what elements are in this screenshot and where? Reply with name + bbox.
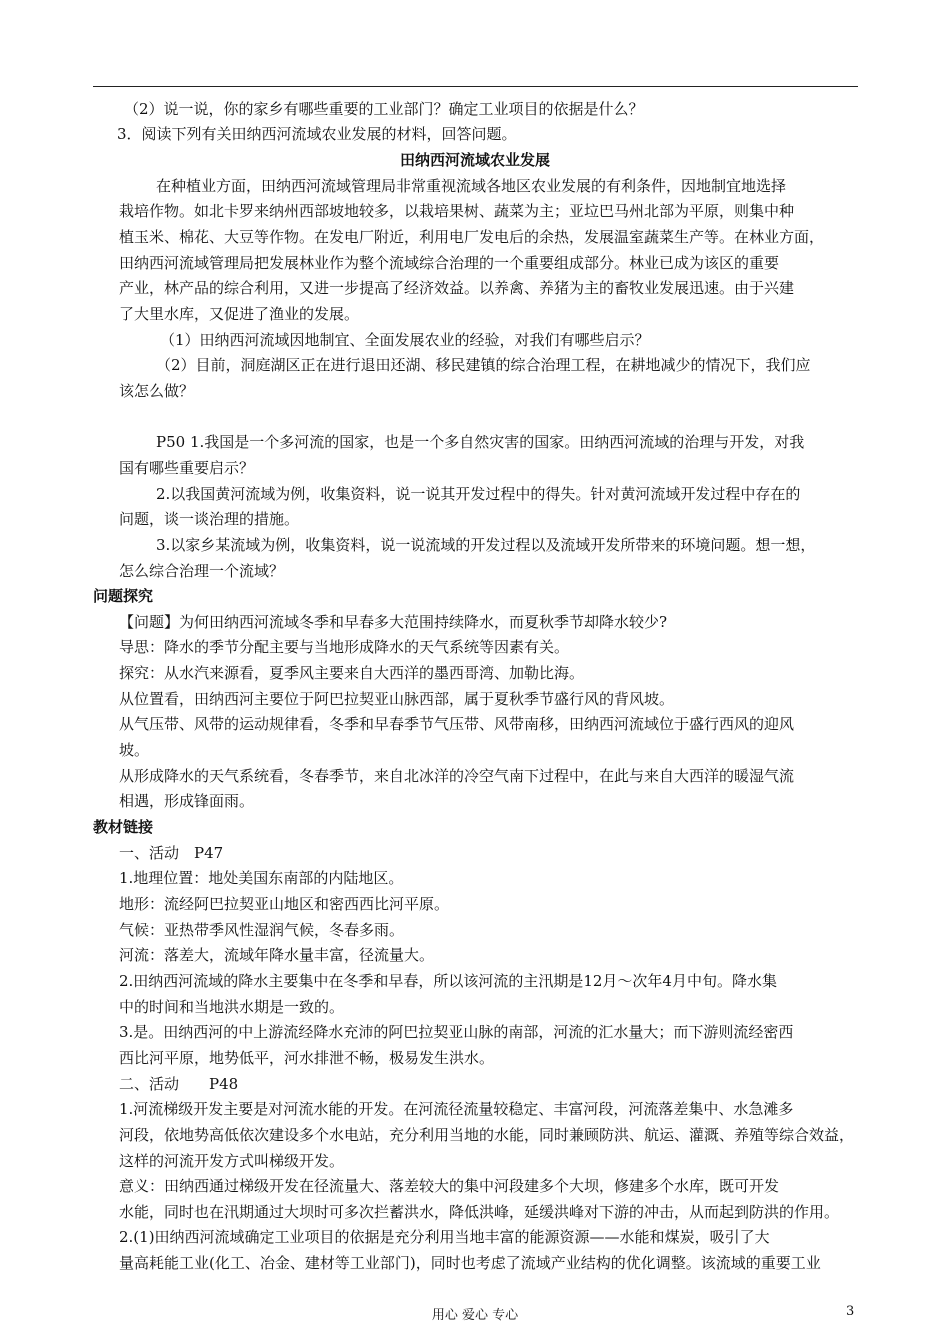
- exercise-line: 怎么综合治理一个流域？: [119, 562, 285, 580]
- body-line: 河流：落差大，流域年降水量丰富，径流量大。: [119, 946, 435, 964]
- body-line: 从位置看，田纳西河主要位于阿巴拉契亚山脉西部，属于夏秋季节盛行风的背风坡。: [119, 690, 675, 708]
- material-title: 田纳西河流域农业发展: [399, 151, 550, 169]
- question-line: 该怎么做？: [119, 382, 195, 400]
- body-line: 2.(1)田纳西河流域确定工业项目的依据是充分利用当地丰富的能源资源——水能和煤炭，吸引了大: [119, 1228, 770, 1246]
- page-number: 3: [846, 1304, 855, 1319]
- paragraph-line: 田纳西河流域管理局把发展林业作为整个流域综合治理的一个重要组成部分。林业已成为该区的重要: [119, 254, 780, 272]
- paragraph-line: 在种植业方面，田纳西河流域管理局非常重视流域各地区农业发展的有利条件，因地制宜地选择: [156, 177, 787, 195]
- body-line: 河段，依地势高低依次建设多个水电站，充分利用当地的水能，同时兼顾防洪、航运、灌溉、养殖等综合效益，: [119, 1126, 855, 1144]
- paragraph-line: 了大里水库，又促进了渔业的发展。: [119, 305, 360, 323]
- body-line: 2.田纳西河流域的降水主要集中在冬季和早春，所以该河流的主汛期是12月～次年4月中旬。降水集: [119, 972, 777, 990]
- body-line: 地形：流经阿巴拉契亚山地区和密西西比河平原。: [119, 895, 450, 913]
- header-rule: [93, 86, 858, 87]
- body-line: 1.河流梯级开发主要是对河流水能的开发。在河流径流量较稳定、丰富河段，河流落差集中、水急滩多: [119, 1100, 794, 1118]
- exercise-line: 3.以家乡某流域为例，收集资料，说一说流域的开发过程以及流域开发所带来的环境问题。想一想，: [156, 536, 816, 554]
- question-line: （2）说一说，你的家乡有哪些重要的工业部门？确定工业项目的依据是什么？: [124, 100, 644, 118]
- section-heading: 教材链接: [93, 818, 154, 836]
- paragraph-line: 栽培作物。如北卡罗来纳州西部坡地较多，以栽培果树、蔬菜为主；亚垃巴马州北部为平原，则集中种: [119, 202, 795, 220]
- body-line: 导思：降水的季节分配主要与当地形成降水的天气系统等因素有关。: [119, 638, 570, 656]
- exercise-line: 国有哪些重要启示？: [119, 459, 255, 477]
- body-line: 量高耗能工业(化工、冶金、建材等工业部门)，同时也考虑了流域产业结构的优化调整。该流域的重要工业: [119, 1254, 821, 1272]
- body-line: 西比河平原，地势低平，河水排泄不畅，极易发生洪水。: [119, 1049, 495, 1067]
- question-line: 3．阅读下列有关田纳西河流域农业发展的材料，回答问题。: [117, 125, 517, 143]
- activity-heading: 一、活动 P47: [119, 844, 224, 862]
- activity-heading: 二、活动 P48: [119, 1075, 239, 1093]
- body-line: 相遇，形成锋面雨。: [119, 792, 255, 810]
- exercise-line: P50 1.我国是一个多河流的国家，也是一个多自然灾害的国家。田纳西河流域的治理与开发，对我: [156, 433, 805, 451]
- page-footer: 用心 爱心 专心: [431, 1308, 519, 1323]
- body-line: 水能，同时也在汛期通过大坝时可多次拦蓄洪水，降低洪峰，延缓洪峰对下游的冲击，从而起到防洪的作用。: [119, 1203, 840, 1221]
- question-line: （1）田纳西河流域因地制宜、全面发展农业的经验，对我们有哪些启示？: [160, 331, 650, 349]
- body-line: 从气压带、风带的运动规律看，冬季和早春季节气压带、风带南移，田纳西河流域位于盛行西风的迎风: [119, 715, 795, 733]
- question-line: （2）目前，洞庭湖区正在进行退田还湖、移民建镇的综合治理工程，在耕地减少的情况下，我们应: [156, 356, 811, 374]
- section-heading: 问题探究: [93, 587, 154, 605]
- body-line: 意义：田纳西通过梯级开发在径流量大、落差较大的集中河段建多个大坝，修建多个水库，既可开发: [119, 1177, 780, 1195]
- body-line: 3.是。田纳西河的中上游流经降水充沛的阿巴拉契亚山脉的南部，河流的汇水量大；而下游则流经密西: [119, 1023, 794, 1041]
- body-line: 坡。: [119, 741, 150, 759]
- body-line: 【问题】为何田纳西河流域冬季和早春多大范围持续降水，而夏秋季节却降水较少?: [119, 613, 668, 631]
- body-line: 气候：亚热带季风性湿润气候，冬春多雨。: [119, 921, 405, 939]
- exercise-line: 2.以我国黄河流域为例，收集资料，说一说其开发过程中的得失。针对黄河流域开发过程中存在的: [156, 485, 801, 503]
- body-line: 1.地理位置：地处美国东南部的内陆地区。: [119, 869, 404, 887]
- paragraph-line: 植玉米、棉花、大豆等作物。在发电厂附近，利用电厂发电后的余热，发展温室蔬菜生产等。在林业方面，: [119, 228, 825, 246]
- body-line: 这样的河流开发方式叫梯级开发。: [119, 1152, 345, 1170]
- body-line: 从形成降水的天气系统看，冬春季节，来自北冰洋的冷空气南下过程中，在此与来自大西洋的暖湿气流: [119, 767, 795, 785]
- exercise-line: 问题，谈一谈治理的措施。: [119, 510, 300, 528]
- paragraph-line: 产业，林产品的综合利用，又进一步提高了经济效益。以养禽、养猪为主的畜牧业发展迅速。由于兴建: [119, 279, 795, 297]
- body-line: 探究：从水汽来源看，夏季风主要来自大西洋的墨西哥湾、加勒比海。: [119, 664, 585, 682]
- body-line: 中的时间和当地洪水期是一致的。: [119, 998, 345, 1016]
